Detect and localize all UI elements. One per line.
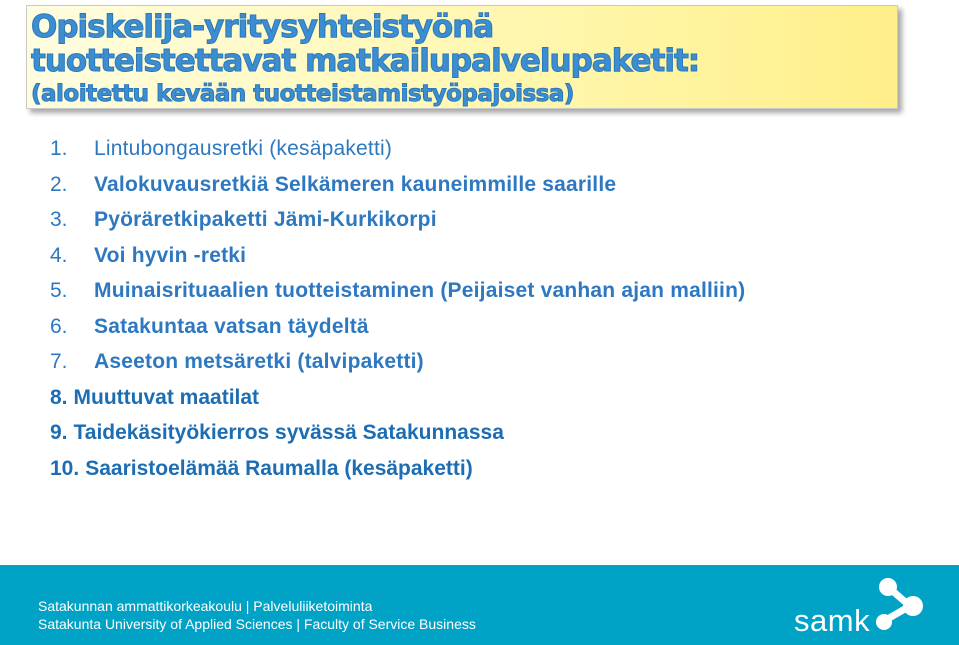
list-item-number: 3.: [50, 208, 68, 231]
samk-logo-text: samk: [794, 603, 871, 638]
list-item: [50, 315, 745, 351]
list-item-label: Aseeton metsäretki (talvipaketti): [94, 350, 424, 373]
list-item: [50, 279, 745, 315]
list-item-label: Muuttuvat maatilat: [73, 385, 260, 409]
list-item: [50, 350, 745, 386]
list-item-number: 10.: [50, 456, 80, 480]
list-item-number: 9.: [50, 421, 68, 444]
list-item-number: 8.: [50, 385, 68, 409]
list-item-label: Muinaisrituaalien tuotteistaminen (Peijaiset vanhan ajan malliin): [94, 279, 746, 302]
list-item-label: Saaristoelämää Raumalla (kesäpaketti): [85, 456, 473, 480]
list-item-label: Pyöräretkipaketti Jämi-Kurkikorpi: [94, 208, 437, 231]
list-item-label: Voi hyvin -retki: [94, 243, 247, 267]
footer-bar: [0, 565, 959, 645]
list-item-number: 1.: [50, 137, 68, 160]
list-item-label: Taidekäsityökierros syvässä Satakunnassa: [73, 421, 504, 444]
list-item: [50, 244, 745, 280]
list-item-number: 7.: [50, 350, 68, 373]
slide-title-box: [26, 5, 898, 109]
list-item: [50, 173, 745, 209]
footer-line-fi: Satakunnan ammattikorkeakoulu | Palveluliiketoiminta: [38, 598, 373, 614]
footer-line-en: Satakunta University of Applied Sciences | Faculty of Service Business: [38, 616, 476, 632]
package-list: [50, 137, 745, 492]
list-item-number: 2.: [50, 172, 68, 196]
list-item-number: 6.: [50, 314, 68, 338]
list-item-number: 4.: [50, 243, 68, 267]
list-item-label: Valokuvausretkiä Selkämeren kauneimmille saarille: [94, 172, 617, 196]
list-item: [50, 386, 745, 422]
list-item-label: Lintubongausretki (kesäpaketti): [94, 137, 393, 160]
slide-title-line-1: Opiskelija-yritysyhteistyönä: [31, 9, 494, 45]
list-item: [50, 421, 745, 457]
list-item-label: Satakuntaa vatsan täydeltä: [94, 314, 369, 338]
slide-title-line-2: tuotteistettavat matkailupalvelupaketit:: [31, 43, 700, 80]
list-item: [50, 137, 745, 173]
list-item: [50, 208, 745, 244]
list-item: [50, 457, 745, 493]
samk-logo-icon: [872, 573, 928, 635]
list-item-number: 5.: [50, 279, 68, 302]
slide-title-line-3: (aloitettu kevään tuotteistamistyöpajoissa): [31, 81, 574, 108]
